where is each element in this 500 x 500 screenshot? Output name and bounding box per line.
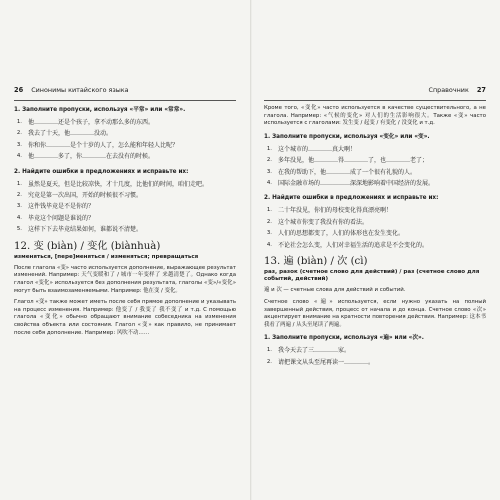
item-number: 1. [266,207,272,214]
exercise-item [14,151,236,162]
item-number: 2. [16,192,22,199]
item-number: 2. [16,130,22,137]
item-text: 这样下下去毕竟结果如何，谁都说不清楚。 [28,226,143,234]
explanation-paragraph: Счетное слово «遍» используется, если нужно указать на полный завершенный действия, процесс от начала и до конца. Счетное слово «次» акцентирует внимание на кратности повторения действия. Например: 这本书我看了两遍 / 从头至尾读了两遍。 [264,299,486,328]
right-page [256,0,492,500]
exercise-item [14,224,236,235]
exercise-list [264,205,486,251]
item-number: 3. [266,168,272,175]
item-text: 国际金融市场的……………深深地影响着中国经济的发展。 [278,180,435,187]
section-title: 12. 变 (biàn) / 变化 (biànhuà) [14,240,161,252]
item-text: 多年没见，他…………得…………了，也…………老了； [278,157,429,165]
section-subtitle: раз, разок (счетное слово для действий) / раз (счетное слово для событий, действий) [264,269,480,283]
exercise-title: 2. Найдите ошибки в предложениях и исправьте их: [264,195,439,202]
exercise-item [14,190,236,201]
section-heading [14,241,236,261]
explanation-paragraph: 遍 и 次 — счетные слова для действий и событий. [264,287,406,294]
item-number: 4. [16,214,22,221]
exercise-item [14,117,236,128]
item-number: 3. [16,141,22,148]
exercise-item [264,155,486,166]
page-number: 27 [476,86,486,94]
exercise-list [264,144,486,190]
exercise-item [14,201,236,212]
item-text: 人们的思想都变了，人们的体形也在发生变化。 [278,230,405,238]
item-text: 这件钱毕竟是不是你的？ [28,203,95,211]
item-number: 2. [266,358,272,365]
item-text: 他…………多了，你…………在去没有的时候。 [28,153,155,161]
item-text: 你和你…………是个十岁的人了，怎么能和年轻人比呢？ [28,141,179,149]
exercise-list [14,117,236,163]
exercise-item [264,357,486,368]
item-number: 1. [16,119,22,125]
item-number: 5. [16,226,22,233]
item-text: 我去了十天，他…………没动。 [28,130,113,138]
item-number: 3. [16,203,22,210]
item-number: 1. [266,145,272,152]
item-number: 4. [266,180,272,186]
item-number: 2. [266,218,272,225]
page-header [14,86,236,101]
exercise-item [14,140,236,151]
item-text: 我今天去了三…………家。 [278,347,351,355]
item-text: 请把课文从头至尾再读一…………。 [278,358,375,366]
exercise-item [264,167,486,178]
item-text: 不论社会怎么变，人们对幸福生活的追求是不会变化的。 [278,241,429,249]
section-heading [264,256,486,283]
exercise-title: 1. Заполните пропуски, используя «遍» или «次». [264,335,424,342]
exercise-title: 1. Заполните пропуски, используя «变化» или «变». [264,133,430,140]
exercise-item [264,178,486,189]
item-text: 在我的帮助下，他…………成了一个很有礼貌的人。 [278,168,417,176]
page-header [264,86,486,101]
exercise-item [264,345,486,356]
item-number: 1. [16,180,22,187]
item-number: 3. [266,230,272,237]
exercise-list [264,345,486,368]
explanation-paragraph: После глагола «变» часто используется дополнение, выражающее результат изменений. Например: 天气变暖和了 / 城市一年变样了 来越清楚了。Однако когда глагол «变化» используется без дополнения результата, глаголы «变»/«变化» могут быть взаимозаменяемыми. Например: 他在变 / 变化。 [14,264,236,294]
item-number: 4. [16,153,22,160]
exercise-item [264,144,486,155]
exercise-item [14,213,236,224]
exercise-item [14,179,236,190]
exercise-item [264,205,486,216]
item-text: 这个城市你变了我没有你的看法。 [278,218,369,226]
item-number: 2. [266,157,272,164]
exercise-item [264,217,486,228]
item-number: 1. [266,347,272,354]
exercise-title: 2. Найдите ошибки в предложениях и исправьте их: [14,168,189,175]
item-text: 虽然是夏天，但是比较凉快，才十几度，比他们的时间，咱们走吧。 [28,180,209,188]
exercise-item [264,240,486,251]
item-text: 毕竟这个问题是谁说的？ [28,214,95,222]
item-number: 4. [266,241,272,248]
item-text: 这个城市的…………真大啊！ [278,145,357,153]
section-title: 13. 遍 (biàn) / 次 (cì) [264,256,368,268]
exercise-item [14,128,236,139]
item-text: 究竟是第一次出国，开始的时候很不习惯。 [28,192,143,200]
book-gutter [250,0,252,500]
exercise-title: 1. Заполните пропуски, используя «平常» или «常常». [14,107,186,113]
running-title: Справочник [428,86,469,94]
left-page [6,0,242,500]
exercise-item [264,228,486,239]
page-number: 26 [14,86,24,94]
item-text: 二十年没见，你们的母校变化得真漂亮啊！ [278,207,393,215]
item-text: 他…………还是个孩子，拿不动那么多的东西。 [28,119,155,126]
explanation-paragraph: Кроме того, «变化» часто используется в качестве существительного, а не глагола. Например: «气候的变化» 对人们的生活影响很大。Также «变» часто используется с глаголами: 发生变 / 起变 / 有变化 / 没变化 и т.д. [264,105,486,127]
running-title: Синонимы китайского языка [31,86,129,94]
explanation-paragraph: Глагол «变» также может иметь после себя прямое дополнение и указывать на процесс изменения. Например: 他变了 / 我变了 我不变了 и т.д. С помощью глагола «变化» обычно обращают внимание собеседника на изменения свойства объекта или состояния. Глагол «变» как правило, не принимает после себя дополнение. Например: 风吹不动…… [14,299,236,336]
section-subtitle: изменяться, [пере]меняться / изменяться; превращаться [14,253,199,260]
exercise-list [14,179,236,236]
